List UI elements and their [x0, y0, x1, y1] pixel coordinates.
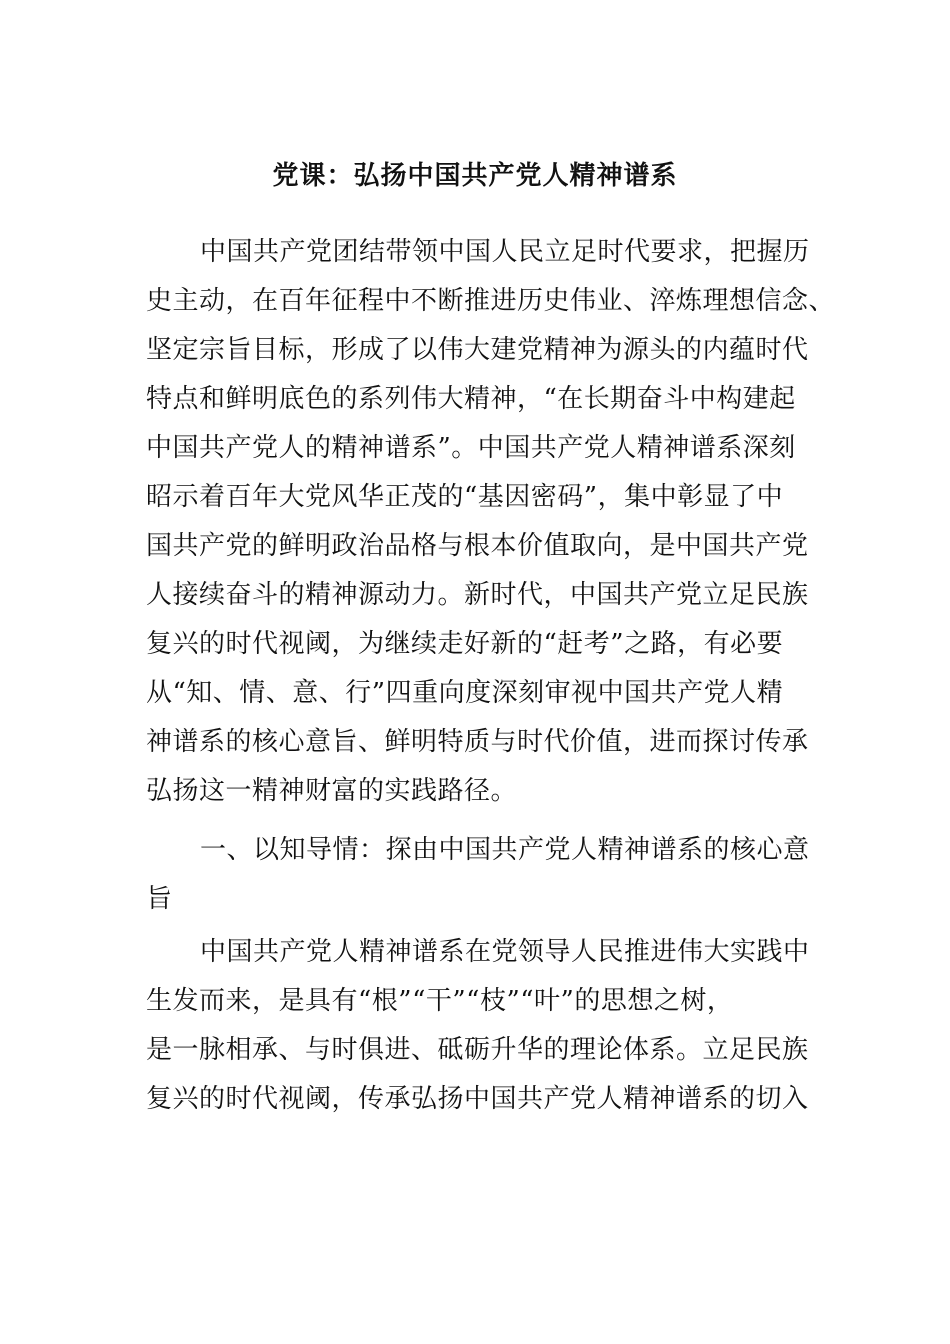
- text-line: 弘扬这一精神财富的实践路径。: [146, 776, 518, 806]
- heading-line: 旨: [146, 884, 173, 914]
- text-line: 特点和鲜明底色的系列伟大精神，“在长期奋斗中构建起: [146, 384, 796, 414]
- section-heading-1: [146, 826, 810, 924]
- text-line: 人接续奋斗的精神源动力。新时代，中国共产党立足民族: [146, 580, 809, 610]
- text-line: 从“知、情、意、行”四重向度深刻审视中国共产党人精: [146, 678, 784, 708]
- text-line: 复兴的时代视阈，传承弘扬中国共产党人精神谱系的切入: [146, 1084, 809, 1114]
- text-line: 复兴的时代视阈，为继续走好新的“赶考”之路，有必要: [146, 629, 784, 659]
- text-line: 神谱系的核心意旨、鲜明特质与时代价值，进而探讨传承: [146, 727, 809, 757]
- paragraph-intro: [146, 228, 836, 816]
- text-line: 中国共产党团结带领中国人民立足时代要求，把握历: [200, 237, 810, 267]
- text-line: 是一脉相承、与时俱进、砥砺升华的理论体系。立足民族: [146, 1035, 809, 1065]
- text-line: 史主动，在百年征程中不断推进历史伟业、淬炼理想信念、: [146, 286, 836, 316]
- text-line: 中国共产党人精神谱系在党领导人民推进伟大实践中: [200, 937, 810, 967]
- text-line: 中国共产党人的精神谱系”。中国共产党人精神谱系深刻: [146, 433, 796, 463]
- text-line: 坚定宗旨目标，形成了以伟大建党精神为源头的内蕴时代: [146, 335, 809, 365]
- text-line: 生发而来，是具有“根”“干”“枝”“叶”的思想之树，: [146, 986, 734, 1016]
- heading-line: 一、以知导情：探由中国共产党人精神谱系的核心意: [200, 835, 810, 865]
- text-line: 昭示着百年大党风华正茂的“基因密码”，集中彰显了中: [146, 482, 784, 512]
- text-line: 国共产党的鲜明政治品格与根本价值取向，是中国共产党: [146, 531, 809, 561]
- paragraph-section-1: [146, 928, 810, 1124]
- document-title: 党课：弘扬中国共产党人精神谱系: [272, 161, 678, 191]
